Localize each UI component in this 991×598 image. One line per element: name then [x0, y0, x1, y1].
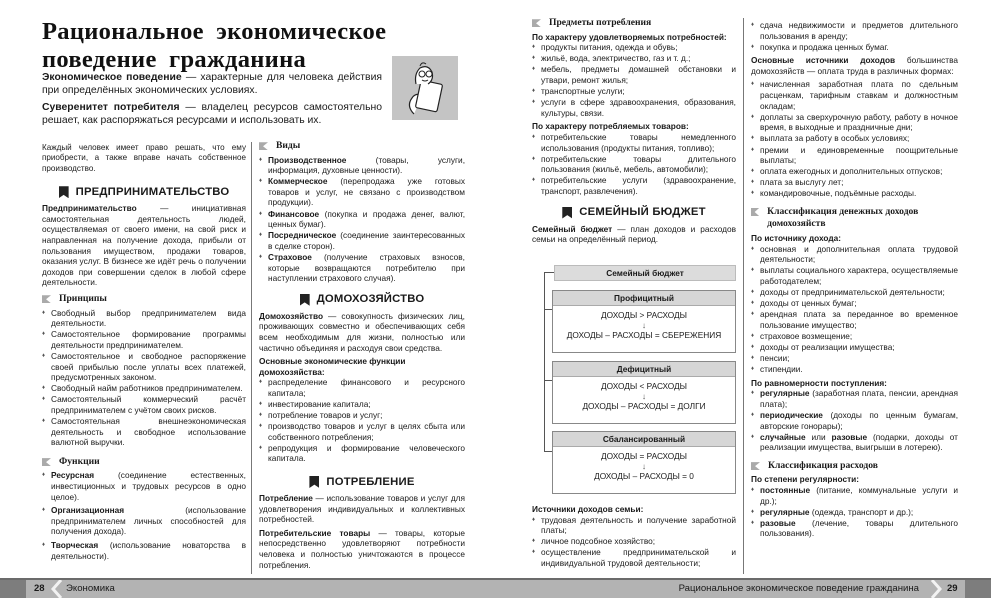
list-item: [42, 505, 246, 537]
list-item: ♦ распределение финансового и ресурсного капитала;: [259, 377, 465, 398]
subheading-text: Функции: [59, 455, 100, 467]
item-text: (питание, коммунальные услуги и др.);: [760, 485, 958, 506]
list-item: ♦ покупка и продажа ценных бумаг.: [751, 42, 958, 53]
lead-definition-behavior: [42, 72, 382, 97]
list-item: ♦ пенсии;: [751, 353, 958, 364]
subheading-text: Принципы: [59, 292, 107, 304]
definition-family-budget: [532, 224, 736, 245]
list-item: ♦ услуги в сфере здравоохранения, образования, культуры, связи.: [532, 97, 736, 118]
definition-text: — характерные для человека действия при определённых экономических условиях.: [42, 72, 382, 96]
bookmark-icon: [562, 207, 572, 219]
term: Потребление: [259, 493, 313, 504]
main-income-sources: [751, 55, 958, 76]
term: случайные: [760, 431, 806, 442]
list-item: ♦ Свободный найм работников предпринимателем.: [42, 383, 246, 394]
expense-list: [751, 485, 958, 539]
list-item: ♦ Самостоятельная внешнеэкономическая деятельность и свободное использование валютной выручки.: [42, 416, 246, 448]
list-item: ♦ начисленная заработная плата по сдельным расценкам, тарифным ставкам и должностным окладам;: [751, 79, 958, 111]
list-item: ♦ командировочные, подъёмные расходы.: [751, 188, 958, 199]
page-footer: [0, 578, 991, 598]
arrow-down-icon: ↓: [641, 320, 647, 330]
list-item: [751, 507, 958, 518]
section-marker-icon: [259, 142, 268, 150]
definition-consumer-goods: [259, 528, 465, 570]
list-item: ♦ потребление товаров и услуг;: [259, 410, 465, 421]
list-item: ♦ продукты питания, одежда и обувь;: [532, 42, 736, 53]
list-item: ♦ выплата за работу в особых условиях;: [751, 133, 958, 144]
item-text: (лечение, товары длительного пользования).: [760, 517, 958, 539]
item-text: или: [805, 431, 832, 442]
list-item: [259, 230, 465, 251]
section-heading-consumption: [259, 476, 465, 488]
heading-text: ПОТРЕБЛЕНИЕ: [326, 475, 415, 488]
definition-text: — владелец ресурсов самостоятельно решает, как распоряжаться ресурсами и использовать их.: [42, 102, 382, 126]
definition-text: — использование товаров и услуг для удовлетворения индивидуальных и коллективных потребностей.: [259, 493, 465, 525]
footer-section-name: Экономика: [66, 583, 115, 594]
item-text: (заработная плата, пенсии, арендная плата);: [760, 388, 958, 409]
term: Организационная: [51, 505, 125, 516]
term: Производственное: [268, 154, 347, 165]
heading-text: ПРЕДПРИНИМАТЕЛЬСТВО: [75, 185, 230, 198]
term: периодические: [760, 410, 823, 420]
term: Творческая: [51, 539, 99, 550]
branch-title: Профицитный: [553, 291, 735, 306]
term: Коммерческое: [268, 176, 328, 187]
right-column-2: [751, 20, 958, 540]
diagram-connector: [544, 309, 552, 310]
list-item: ♦ производство товаров и услуг в целях сбыта или собственного потребления;: [259, 421, 465, 442]
list-item: ♦ мебель, предметы домашней обстановки и утвари, ремонт жилья;: [532, 64, 736, 85]
types-list: [259, 155, 465, 284]
list-item: ♦ личное подсобное хозяйство;: [532, 536, 736, 547]
list-item: [751, 388, 958, 409]
item-text: (подарки, доходы от реализации имущества, выигрыши в лотерею).: [760, 431, 958, 453]
branch-result: ДОХОДЫ – РАСХОДЫ = СБЕРЕЖЕНИЯ: [566, 330, 722, 340]
diagram-root: Семейный бюджет: [554, 265, 736, 281]
diagram-connector: [544, 272, 545, 452]
section-marker-icon: [532, 19, 541, 27]
item-text: (покупка и продажа денег, валют, ценных бумаг).: [268, 208, 465, 230]
right-column-1: [532, 18, 736, 248]
definition-text: — план доходов и расходов семьи на определённый период.: [532, 223, 736, 245]
list-item: ♦ сдача недвижимости и предметов длительного пользования в аренду;: [751, 20, 958, 41]
list-item: ♦ Свободный выбор предпринимателем вида деятельности.: [42, 308, 246, 329]
term: Ресурсная: [51, 470, 95, 481]
middle-left-column: [259, 141, 465, 573]
footer-tab-left: [0, 580, 26, 598]
list-item: ♦ Самостоятельное формирование программы деятельности предпринимателем.: [42, 329, 246, 350]
list-item: ♦ оплата ежегодных и дополнительных отпусков;: [751, 166, 958, 177]
arrow-down-icon: ↓: [641, 461, 647, 471]
item-text: (соединение заинтересованных в сделке сторон).: [268, 230, 465, 251]
branch-result: ДОХОДЫ – РАСХОДЫ = 0: [594, 471, 694, 481]
subheading-consumption-items: [532, 18, 736, 29]
by-source-label: По источнику дохода:: [751, 233, 842, 243]
expense-regularity-label: По степени регулярности:: [751, 474, 860, 485]
title-line-1: Рациональное экономическое: [42, 18, 387, 45]
term: разовые: [831, 431, 868, 442]
by-regularity-list: [751, 388, 958, 453]
term: Предпринимательство: [42, 203, 137, 214]
term: Страховое: [268, 251, 312, 262]
list-item: ♦ транспортные услуги;: [532, 86, 736, 97]
list-item: ♦ основная и дополнительная оплата трудовой деятельности;: [751, 244, 958, 265]
list-item: [42, 540, 246, 561]
title-line-2: поведение гражданина: [42, 46, 307, 73]
list-item: ♦ потребительские услуги (здравоохранение, транспорт, развлечения).: [532, 175, 736, 196]
term: Основные источники доходов: [751, 55, 896, 66]
subheading-income-classification: [751, 206, 958, 230]
term: постоянные: [760, 485, 811, 496]
bookmark-icon: [300, 294, 310, 306]
list-item: ♦ доплаты за сверхурочную работу, работу в ночное время, в выходные и праздничные дни;: [751, 112, 958, 133]
section-marker-icon: [42, 295, 51, 303]
item-text: (получение страховых взносов, которые возвращаются потребителю при наступлении страхового случая).: [268, 251, 465, 284]
branch-result: ДОХОДЫ – РАСХОДЫ = ДОЛГИ: [582, 401, 706, 411]
diagram-connector: [544, 380, 552, 381]
chevron-left-icon: [50, 580, 64, 598]
by-needs-list: [532, 42, 736, 118]
list-item: [751, 518, 958, 539]
left-column: [42, 143, 246, 562]
principles-list: [42, 308, 246, 448]
family-income-sources: [532, 504, 736, 569]
section-marker-icon: [42, 458, 51, 466]
bookworm-reading-icon: [392, 56, 458, 120]
term: регулярные: [760, 506, 810, 517]
list-item: [259, 209, 465, 230]
section-marker-icon: [751, 208, 759, 216]
arrow-down-icon: ↓: [641, 391, 647, 401]
by-needs-label: По характеру удовлетворяемых потребностей:: [532, 31, 727, 42]
list-item: [751, 485, 958, 506]
term: регулярные: [760, 388, 810, 399]
footer-chapter-title: Рациональное экономическое поведение гражданина: [678, 583, 919, 594]
term: Суверенитет потребителя: [42, 102, 180, 113]
term: Экономическое поведение: [42, 72, 182, 83]
list-item: [259, 155, 465, 176]
definition-entrepreneurship: [42, 203, 246, 288]
term: Домохозяйство: [259, 310, 324, 321]
list-item: ♦ доходы от ценных бумаг;: [751, 298, 958, 309]
term: Потребительские товары: [259, 527, 371, 538]
page-title: [42, 18, 386, 74]
list-item: ♦ трудовая деятельность и получение заработной платы;: [532, 515, 736, 536]
list-item: [751, 410, 958, 431]
main-sources-list: [751, 79, 958, 199]
list-item: [259, 176, 465, 208]
heading-text: СЕМЕЙНЫЙ БЮДЖЕТ: [579, 206, 706, 219]
diagram-connector: [544, 451, 552, 452]
household-functions-label: Основные экономические функции домохозяйства:: [259, 356, 406, 377]
list-item: ♦ плата за выслугу лет;: [751, 177, 958, 188]
diagram-branch-deficit: [552, 361, 736, 424]
list-item: ♦ осуществление предпринимательской и индивидуальной трудовой деятельности;: [532, 547, 736, 568]
chevron-right-icon: [929, 580, 943, 598]
sources-label: Источники доходов семьи:: [532, 504, 644, 514]
page-number-left: 28: [34, 583, 45, 594]
list-item: ♦ потребительские товары немедленного использования (продукты питания, топливо);: [532, 132, 736, 153]
list-item: ♦ потребительские товары длительного пользования (жильё, мебель, автомобили);: [532, 154, 736, 175]
sources-list: [532, 515, 736, 569]
functions-list: [42, 470, 246, 561]
page-number-right: 29: [947, 583, 958, 594]
definition-consumption: [259, 493, 465, 525]
term: Финансовое: [268, 208, 320, 219]
definition-text: — товары, которые непосредственно удовлетворяют потребности человека и полностью уничтожаются в процессе потребления.: [259, 527, 466, 570]
term: Посредническое: [268, 230, 337, 241]
subheading-text: Виды: [276, 140, 301, 151]
subheading-text: Предметы потребления: [549, 17, 652, 28]
heading-text: ДОМОХОЗЯЙСТВО: [316, 293, 425, 306]
item-text: (использование предпринимателем личных способностей для получения дохода).: [51, 505, 246, 537]
item-text: (одежда, транспорт и др.);: [809, 506, 914, 517]
list-item: ♦ репродукция и формирование человеческого капитала.: [259, 443, 465, 464]
list-item: ♦ выплаты социального характера, осуществляемые работодателем;: [751, 265, 958, 286]
list-item: ♦ Самостоятельный коммерческий расчёт предпринимателем с учётом своих рисков.: [42, 394, 246, 415]
household-functions-list: [259, 377, 465, 464]
subheading-functions: [42, 457, 246, 468]
item-text: (использование новаторства в деятельности).: [51, 539, 246, 561]
term: разовые: [760, 517, 796, 528]
definition-text: — инициативная самостоятельная деятельность людей, осуществляемая от своего имени, на свой риск и направленная на получение дохода, прибыли от пользования имуществом, продажи товаров, оказания услуг. В бизнесе же идёт речь о получении доходов при совершении сделок в любой сфере деятельности.: [42, 203, 246, 288]
section-heading-family-budget: [532, 207, 736, 219]
list-item: ♦ премии и единовременные поощрительные выплаты;: [751, 145, 958, 166]
by-goods-list: [532, 132, 736, 197]
list-item: ♦ Самостоятельное и свободное распоряжение своей прибылью после уплаты всех платежей, предусмотренных законом.: [42, 351, 246, 383]
item-text: (перепродажа уже готовых товаров и услуг, не связано с производством продукции).: [268, 176, 465, 208]
item-text: (соединение естественных, инвестиционных и трудовых ресурсов в одно целое).: [51, 470, 246, 502]
column-divider: [743, 18, 744, 574]
by-regularity-label: По равномерности поступления:: [751, 377, 887, 388]
term: Семейный бюджет: [532, 223, 613, 234]
list-item: [42, 470, 246, 502]
branch-condition: ДОХОДЫ > РАСХОДЫ: [601, 310, 687, 320]
list-item: ♦ арендная плата за переданное во временное пользование имущество;: [751, 309, 958, 330]
lead-definition-sovereignty: [42, 102, 382, 127]
diagram-connector: [544, 272, 554, 273]
intro-paragraph: Каждый человек имеет право решать, что ему приобрести, а также вправе начать собственное производство.: [42, 143, 246, 173]
diagram-branch-balanced: [552, 431, 736, 494]
item-text: (товары, услуги, информация, духовные ценности).: [268, 154, 465, 176]
branch-condition: ДОХОДЫ = РАСХОДЫ: [601, 451, 687, 461]
section-heading-household: [259, 294, 465, 306]
list-item: ♦ инвестирование капитала;: [259, 399, 465, 410]
subheading-text: Классификация денежных доходов домохозяйств: [767, 206, 919, 229]
branch-title: Дефицитный: [553, 362, 735, 377]
diagram-branch-surplus: [552, 290, 736, 353]
family-budget-diagram: [525, 264, 737, 500]
section-heading-entrepreneurship: [42, 186, 246, 198]
by-goods-label: По характеру потребляемых товаров:: [532, 121, 689, 132]
by-source-list: [751, 244, 958, 375]
definition-text: большинства домохозяйств — оплата труда в различных формах:: [751, 55, 959, 76]
list-item: ♦ стипендии.: [751, 364, 958, 375]
list-item: ♦ доходы от реализации имущества;: [751, 342, 958, 353]
section-marker-icon: [751, 462, 760, 470]
list-item: [751, 432, 958, 453]
column-divider: [251, 142, 252, 574]
branch-condition: ДОХОДЫ < РАСХОДЫ: [601, 381, 687, 391]
subheading-types: [259, 141, 465, 152]
sources-continued-list: [751, 20, 958, 52]
item-text: (доходы по ценным бумагам, авторские гонорары);: [760, 410, 958, 431]
subheading-expense-classification: [751, 461, 958, 472]
definition-text: — совокупность физических лиц, проживающих совместно и обеспечивающих себя всем необходимым для жизни, полностью или частично объединяя и расходуя свои средства.: [259, 310, 465, 353]
list-item: ♦ доходы от предпринимательской деятельности;: [751, 287, 958, 298]
bookmark-icon: [59, 186, 69, 198]
footer-tab-right: [965, 580, 991, 598]
bookmark-icon: [309, 476, 319, 488]
branch-title: Сбалансированный: [553, 432, 735, 447]
definition-household: [259, 311, 465, 353]
subheading-text: Классификация расходов: [768, 459, 878, 471]
list-item: [259, 252, 465, 284]
subheading-principles: [42, 294, 246, 305]
list-item: ♦ страховое возмещение;: [751, 331, 958, 342]
list-item: ♦ жильё, вода, электричество, газ и т. д.;: [532, 53, 736, 64]
